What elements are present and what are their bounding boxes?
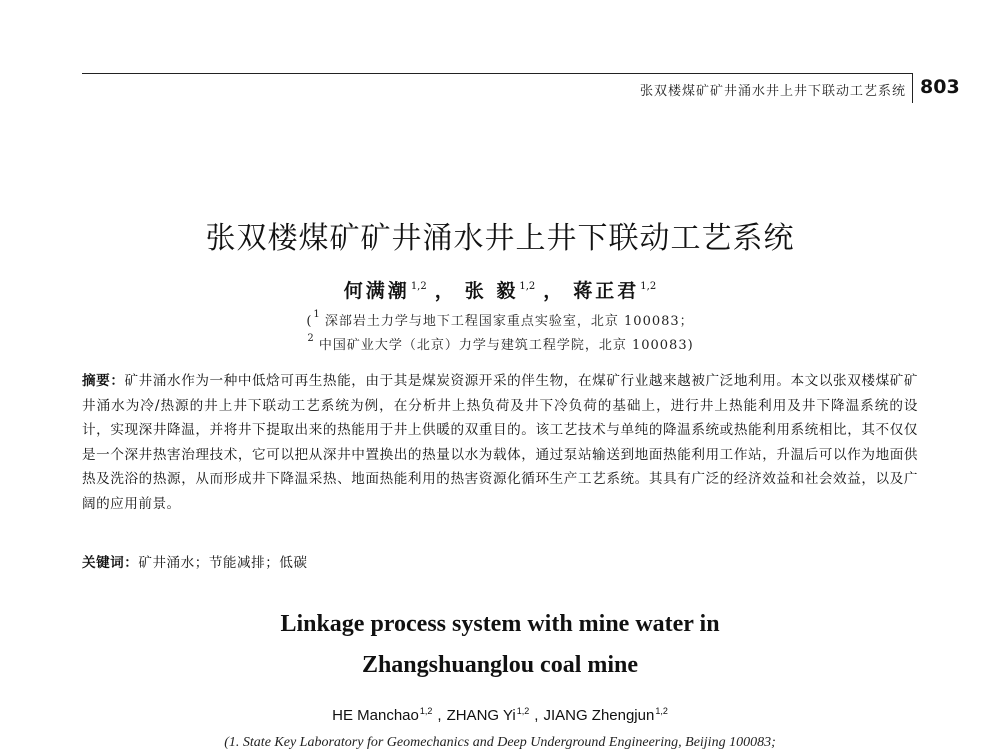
affiliation-marker: 1 [313,309,320,320]
author-separator: , [534,707,539,724]
author-separator: ， [434,280,457,302]
header-divider [912,73,913,103]
abstract-text: 矿井涌水作为一种中低焓可再生热能，由于其是煤炭资源开采的伴生物，在煤矿行业越来越被广泛地利用。本文以张双楼煤矿矿井涌水为冷/热源的井上井下联动工艺系统为例，在分析井上热负荷及井下冷负荷的基础上，进行井上热能利用及井下降温系统的设计，实现深井降温，并将井下提取出来的热能用于井上供暖的双重目的。该工艺技术与单纯的降温系统或热能利用系统相比，其不仅仅是一个深井热害治理技术，它可以把从深井中置换出的热量以水为载体，通过泵站输送到地面热能利用工作站，升温后可以作为地面供热及洗浴的热源，从而形成井下降温采热、地面热能利用的热害资源化循环生产工艺系统。其具有广泛的经济效益和社会效益，以及广阔的应用前景。 [82,373,918,512]
english-authors [0,706,1000,724]
affiliation-2 [0,333,1000,353]
affiliation-marker: 2 [307,333,314,344]
author-name: HE Manchao [332,707,419,724]
abstract-label: 摘要： [82,373,125,389]
affiliation-text: 中国矿业大学（北京）力学与建筑工程学院，北京 100083) [318,338,694,353]
author-name: 张 毅 [464,280,519,302]
author-name: 蒋正君 [573,280,640,302]
running-head: 张双楼煤矿矿井涌水井上井下联动工艺系统 [639,84,906,99]
affiliation-1 [0,309,1000,329]
header-rule [82,73,912,74]
author-separator: ， [543,280,566,302]
author-name: ZHANG Yi [446,707,516,724]
author-affiliation-marker: 1,2 [519,281,536,292]
page-number: 803 [920,76,960,98]
english-affiliation: (1. State Key Laboratory for Geomechanics and Deep Underground Engineering, Beijing 100083; [224,735,776,750]
author-affiliation-marker: 1,2 [655,706,668,716]
author-affiliation-marker: 1,2 [516,706,530,716]
author-affiliation-marker: 1,2 [410,281,427,292]
chinese-title: 张双楼煤矿矿井涌水井上井下联动工艺系统 [205,221,795,256]
author-affiliation-marker: 1,2 [419,706,433,716]
abstract [82,369,918,517]
english-title-line-1: Linkage process system with mine water in [280,611,720,637]
english-title-line-2: Zhangshuanglou coal mine [361,652,639,678]
author-name: 何满潮 [343,280,410,302]
chinese-authors [0,276,1000,303]
keywords [82,551,308,571]
author-separator: , [437,707,442,724]
affiliation-open-paren: ( [306,314,313,329]
author-affiliation-marker: 1,2 [640,281,657,292]
affiliation-text: 深部岩土力学与地下工程国家重点实验室，北京 100083； [324,314,694,329]
keywords-label: 关键词： [82,555,139,571]
keywords-text: 矿井涌水；节能减排；低碳 [138,555,308,571]
author-name: JIANG Zhengjun [543,707,655,724]
